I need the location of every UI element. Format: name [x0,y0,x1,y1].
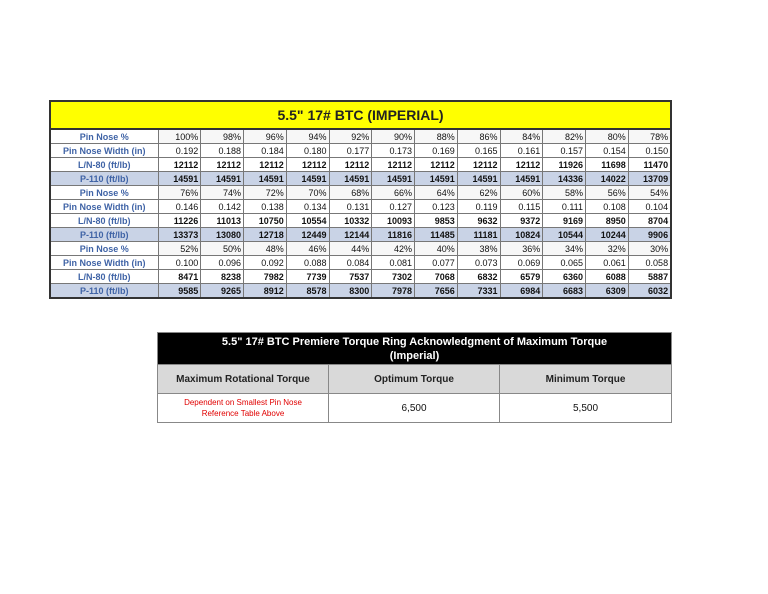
ln80-torque-row [50,158,671,172]
table-cell: 42% [372,242,415,256]
table-cell: 0.115 [500,200,543,214]
col-optimum-torque: Optimum Torque [329,365,500,394]
table-cell: 9585 [158,284,201,299]
row-label: P-110 (ft/lb) [50,284,158,299]
table-cell: 44% [329,242,372,256]
pin-nose-width-row [50,200,671,214]
row-label: L/N-80 (ft/lb) [50,270,158,284]
table-cell: 11485 [415,228,458,242]
table-cell: 12112 [244,158,287,172]
table-cell: 10824 [500,228,543,242]
pin-nose-pct-row [50,242,671,256]
row-label: Pin Nose Width (in) [50,256,158,270]
table-cell: 0.073 [457,256,500,270]
table-cell: 36% [500,242,543,256]
table-cell: 7739 [286,270,329,284]
table-cell: 14022 [586,172,629,186]
table-cell: 70% [286,186,329,200]
table-cell: 14591 [457,172,500,186]
table-cell: 8704 [628,214,671,228]
table-cell: 0.127 [372,200,415,214]
table-cell: 0.061 [586,256,629,270]
table-cell: 0.065 [543,256,586,270]
table-cell: 6984 [500,284,543,299]
table-cell: 10244 [586,228,629,242]
table-cell: 0.188 [201,144,244,158]
table-cell: 0.165 [457,144,500,158]
table-cell: 54% [628,186,671,200]
table-cell: 58% [543,186,586,200]
table-cell: 0.134 [286,200,329,214]
table-cell: 74% [201,186,244,200]
table-cell: 14591 [286,172,329,186]
table-cell: 0.184 [244,144,287,158]
table-cell: 8950 [586,214,629,228]
table-cell: 8578 [286,284,329,299]
pin-nose-pct-row [50,129,671,144]
table-cell: 9906 [628,228,671,242]
table-cell: 0.146 [158,200,201,214]
table-cell: 8300 [329,284,372,299]
table-cell: 0.138 [244,200,287,214]
table-cell: 10093 [372,214,415,228]
table-cell: 9372 [500,214,543,228]
pin-nose-pct-row [50,186,671,200]
row-label: L/N-80 (ft/lb) [50,158,158,172]
table-cell: 0.131 [329,200,372,214]
table-cell: 9632 [457,214,500,228]
table-cell: 6360 [543,270,586,284]
table-cell: 0.119 [457,200,500,214]
p110-torque-row [50,284,671,299]
table-cell: 100% [158,129,201,144]
table-cell: 0.081 [372,256,415,270]
table-cell: 48% [244,242,287,256]
row-label: Pin Nose % [50,186,158,200]
table-cell: 96% [244,129,287,144]
table-cell: 0.142 [201,200,244,214]
table-cell: 50% [201,242,244,256]
table-cell: 7537 [329,270,372,284]
max-torque-title-line1: 5.5" 17# BTC Premiere Torque Ring Acknowledgment of Maximum Torque [221,335,608,348]
ln80-torque-row [50,270,671,284]
table-cell: 6683 [543,284,586,299]
table-cell: 12144 [329,228,372,242]
table-cell: 30% [628,242,671,256]
table-cell: 12112 [286,158,329,172]
table-cell: 11698 [586,158,629,172]
table-cell: 0.177 [329,144,372,158]
p110-torque-row [50,228,671,242]
table-cell: 84% [500,129,543,144]
table-title-row [50,101,671,129]
max-torque-header-row [158,365,672,394]
table-cell: 7331 [457,284,500,299]
table-cell: 14591 [244,172,287,186]
table-cell: 68% [329,186,372,200]
table-cell: 7068 [415,270,458,284]
max-torque-title-line2: (Imperial) [389,349,440,362]
table-cell: 94% [286,129,329,144]
table-cell: 90% [372,129,415,144]
table-cell: 6309 [586,284,629,299]
table-cell: 6032 [628,284,671,299]
table-cell: 0.058 [628,256,671,270]
table-cell: 12112 [372,158,415,172]
table-cell: 10554 [286,214,329,228]
table-cell: 72% [244,186,287,200]
table-cell: 76% [158,186,201,200]
row-label: L/N-80 (ft/lb) [50,214,158,228]
table-cell: 9853 [415,214,458,228]
p110-torque-row [50,172,671,186]
table-cell: 12112 [158,158,201,172]
optimum-torque-value: 6,500 [329,394,500,423]
col-minimum-torque: Minimum Torque [500,365,672,394]
table-cell: 0.123 [415,200,458,214]
table-cell: 5887 [628,270,671,284]
table-cell: 98% [201,129,244,144]
table-cell: 40% [415,242,458,256]
table-cell: 0.088 [286,256,329,270]
table-cell: 14336 [543,172,586,186]
table-cell: 8912 [244,284,287,299]
table-cell: 0.157 [543,144,586,158]
table-cell: 11816 [372,228,415,242]
table-cell: 32% [586,242,629,256]
table-cell: 0.173 [372,144,415,158]
max-torque-table [157,332,672,423]
table-cell: 12112 [415,158,458,172]
row-label: P-110 (ft/lb) [50,172,158,186]
table-cell: 13080 [201,228,244,242]
table-cell: 12449 [286,228,329,242]
table-cell: 11181 [457,228,500,242]
table-cell: 0.108 [586,200,629,214]
table-cell: 10332 [329,214,372,228]
table-cell: 0.111 [543,200,586,214]
note-line-2: Reference Table Above [201,409,285,418]
table-cell: 8238 [201,270,244,284]
table-cell: 7302 [372,270,415,284]
table-cell: 0.084 [329,256,372,270]
table-cell: 0.192 [158,144,201,158]
table-cell: 7982 [244,270,287,284]
table-cell: 12112 [201,158,244,172]
table-cell: 14591 [415,172,458,186]
table-cell: 14591 [329,172,372,186]
max-torque-title [158,333,672,365]
table-cell: 82% [543,129,586,144]
table-cell: 13709 [628,172,671,186]
table-cell: 11470 [628,158,671,172]
table-cell: 7978 [372,284,415,299]
minimum-torque-value: 5,500 [500,394,672,423]
table-cell: 6088 [586,270,629,284]
table-cell: 92% [329,129,372,144]
table-cell: 11926 [543,158,586,172]
table-cell: 78% [628,129,671,144]
table-cell: 11013 [201,214,244,228]
table-cell: 56% [586,186,629,200]
table-cell: 6579 [500,270,543,284]
table-cell: 14591 [201,172,244,186]
table-cell: 0.100 [158,256,201,270]
table-cell: 7656 [415,284,458,299]
table-cell: 10544 [543,228,586,242]
table-cell: 64% [415,186,458,200]
table-cell: 12112 [500,158,543,172]
table-cell: 46% [286,242,329,256]
table-cell: 0.104 [628,200,671,214]
table-cell: 0.154 [586,144,629,158]
max-torque-title-row [158,333,672,365]
table-cell: 6832 [457,270,500,284]
table-cell: 86% [457,129,500,144]
table-cell: 60% [500,186,543,200]
table-cell: 12718 [244,228,287,242]
note-line-1: Dependent on Smallest Pin Nose [184,398,302,407]
table-title: 5.5" 17# BTC (IMPERIAL) [50,101,671,129]
table-cell: 62% [457,186,500,200]
table-cell: 34% [543,242,586,256]
row-label: Pin Nose Width (in) [50,200,158,214]
table-cell: 14591 [158,172,201,186]
max-torque-value-row [158,394,672,423]
pin-nose-width-row [50,144,671,158]
table-cell: 14591 [372,172,415,186]
table-cell: 52% [158,242,201,256]
table-cell: 9169 [543,214,586,228]
table-cell: 10750 [244,214,287,228]
table-cell: 38% [457,242,500,256]
table-cell: 88% [415,129,458,144]
table-cell: 0.092 [244,256,287,270]
row-label: Pin Nose % [50,129,158,144]
table-cell: 12112 [457,158,500,172]
row-label: Pin Nose % [50,242,158,256]
table-cell: 0.077 [415,256,458,270]
table-cell: 0.161 [500,144,543,158]
row-label: P-110 (ft/lb) [50,228,158,242]
table-cell: 12112 [329,158,372,172]
table-cell: 0.069 [500,256,543,270]
table-cell: 11226 [158,214,201,228]
max-rotational-torque-note [158,394,329,423]
table-cell: 0.096 [201,256,244,270]
pin-nose-width-row [50,256,671,270]
table-cell: 9265 [201,284,244,299]
table-cell: 0.150 [628,144,671,158]
table-cell: 80% [586,129,629,144]
table-cell: 8471 [158,270,201,284]
row-label: Pin Nose Width (in) [50,144,158,158]
table-cell: 13373 [158,228,201,242]
ln80-torque-row [50,214,671,228]
table-cell: 14591 [500,172,543,186]
table-cell: 0.180 [286,144,329,158]
table-cell: 66% [372,186,415,200]
pin-nose-torque-table [49,100,672,299]
table-cell: 0.169 [415,144,458,158]
col-max-rotational-torque: Maximum Rotational Torque [158,365,329,394]
